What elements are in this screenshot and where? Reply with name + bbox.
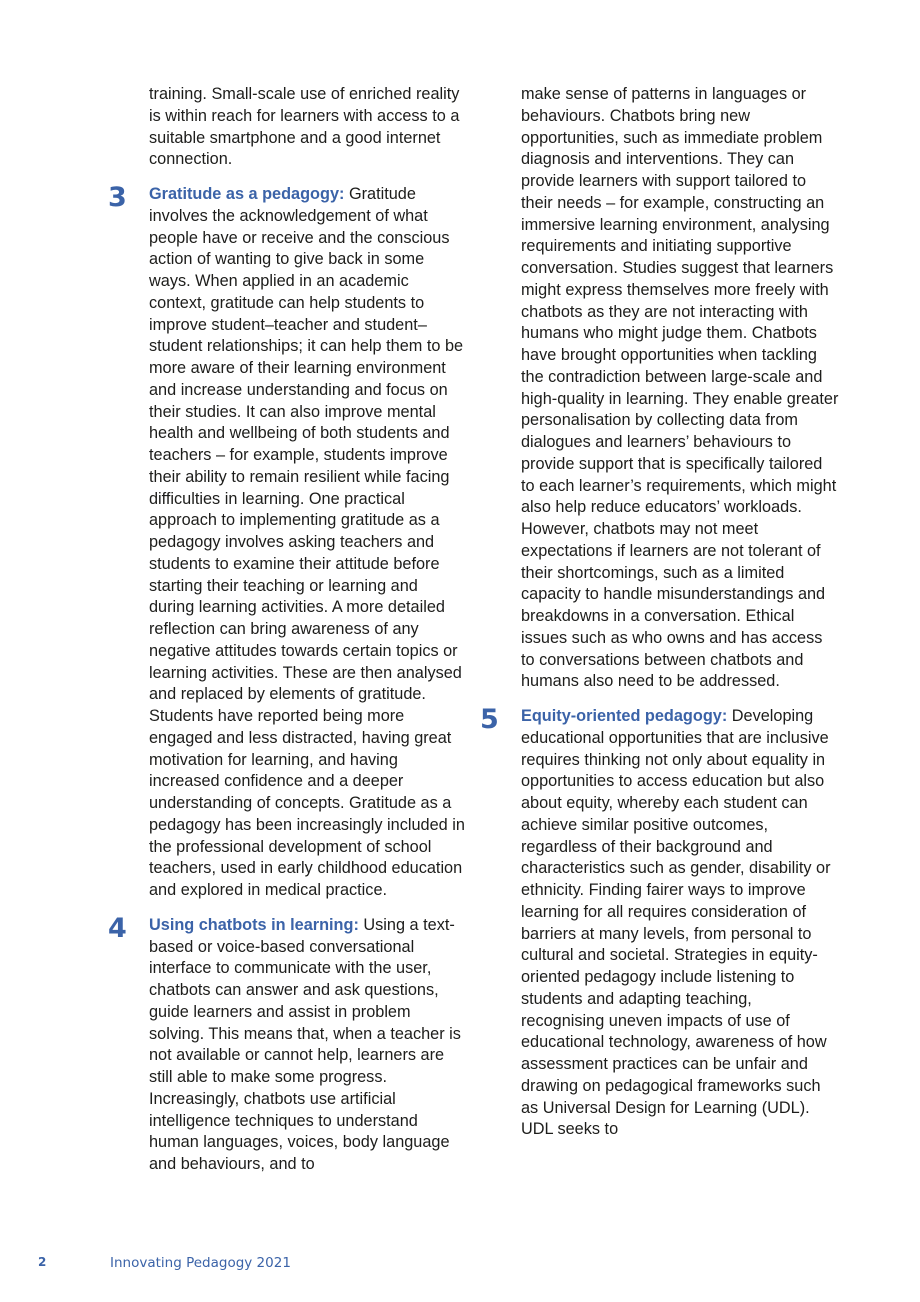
item-number: 4 [108, 912, 127, 944]
item-number: 5 [480, 704, 499, 735]
item-heading: Equity-oriented pedagogy: [521, 707, 728, 725]
item-heading: Using chatbots in learning: [149, 915, 359, 934]
item-text: Gratitude involves the acknowledgement of what people have or receive and the conscious action of wanting to give back in some ways. When applied in an academic context, gratitude can help students to improve student–teacher and student–student relationships; it can help them to be more aware of their learning environment and increase understanding and focus on their studies. It can also improve mental health and wellbeing of both students and teachers – for example, students improve their ability to remain resilient while facing difficulties in learning. One practical approach to implementing gratitude as a pedagogy involves asking teachers and students to examine their attitude before starting their teaching or learning and during learning activities. A more detailed reflection can bring awareness of any negative attitudes towards certain topics or learning activities. These are then analysed and replaced by elements of gratitude. Students have reported being more engaged and less distracted, having great motivation for learning, and having increased confidence and a deeper understanding of concepts. Gratitude as a pedagogy has been increasingly included in the professional development of school teachers, used in early childhood education and explored in medical practice. [149, 185, 465, 899]
item-body [149, 915, 467, 1176]
publication-title: Innovating Pedagogy 2021 [110, 1255, 291, 1271]
right-column [480, 84, 839, 1141]
left-column [108, 84, 467, 1176]
intro-paragraph: training. Small-scale use of enriched reality is within reach for learners with access to a suitable smartphone and a good internet connection. [149, 85, 460, 169]
item-heading: Gratitude as a pedagogy: [149, 185, 345, 203]
item-body [149, 184, 467, 902]
item-equity-pedagogy [480, 704, 839, 1141]
item-body [521, 706, 839, 1141]
item-gratitude-pedagogy [108, 182, 467, 902]
page-number: 2 [38, 1255, 47, 1269]
item-text: Developing educational opportunities that are inclusive requires thinking not only about equality in opportunities to access education but also about equity, whereby each student can achieve similar positive outcomes, regardless of their background and characteristics such as gender, disability or ethnicity. Finding fairer ways to improve learning for all requires consideration of barriers at many levels, from personal to cultural and societal. Strategies in equity-oriented pedagogy include listening to students and adapting teaching, recognising uneven impacts of use of educational technology, awareness of how assessment practices can be unfair and drawing on pedagogical frameworks such as Universal Design for Learning (UDL). UDL seeks to [521, 707, 831, 1139]
item-number: 3 [108, 182, 127, 213]
continued-paragraph: make sense of patterns in languages or behaviours. Chatbots bring new opportunities, such as immediate problem diagnosis and interventions. They can provide learners with support tailored to their needs – for example, constructing an immersive learning environment, analysing requirements and initiating supportive conversation. Studies suggest that learners might express themselves more freely with chatbots as they are not interacting with humans who might judge them. Chatbots have brought opportunities when tackling the contradiction between large-scale and high-quality in learning. They enable greater personalisation by collecting data from dialogues and learners’ behaviours to provide support that is specifically tailored to each learner’s requirements, which might also help reduce educators’ workloads. However, chatbots may not meet expectations if learners are not tolerant of their shortcomings, such as a limited capacity to handle misunderstandings and breakdowns in a conversation. Ethical issues such as who owns and has access to conversations between chatbots and humans also need to be addressed. [521, 85, 839, 691]
item-text: Using a text-based or voice-based conversational interface to communicate with the user, chatbots can answer and ask questions, guide learners and assist in problem solving. This means that, when a teacher is not available or cannot help, learners are still able to make some progress. Increasingly, chatbots use artificial intelligence techniques to understand human languages, voices, body language and behaviours, and to [149, 915, 461, 1173]
item-chatbots-learning [108, 912, 467, 1176]
